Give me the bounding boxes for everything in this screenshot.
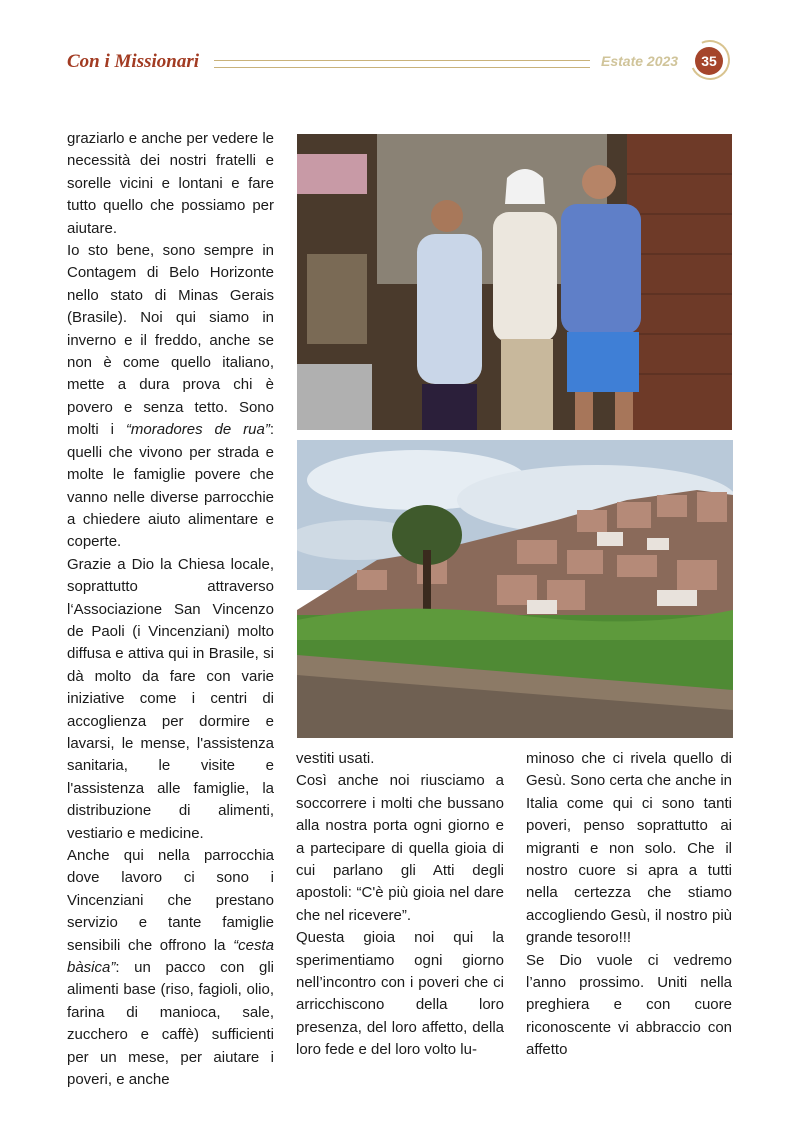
photo-three-people-in-kitchen [297, 134, 732, 430]
paragraph: Grazie a Dio la Chiesa locale, soprattutto attraverso l‘Associazione San Vincenzo de Paoli (i Vincenziani) molto diffusa e attiva qui in Brasile, si dà molto da fare con varie iniziative come i centri di accoglienza per dormire e lavarsi, le mense, l'assistenza sanitaria, le visite e l'assistenza alle famiglie, la distribuzione di alimenti, vestiario e medicine. [67, 555, 274, 842]
paragraph: Se Dio vuole ci vedremo l’anno prossimo. Uniti nella preghiera e con cuore riconoscente vi abbraccio con affetto [526, 951, 732, 1059]
article-column-2 [296, 748, 504, 1062]
paragraph: Io sto bene, sono sempre in Contagem di Belo Horizonte nello stato di Minas Gerais (Brasile). Noi qui siamo in inverno e il freddo, anche se non è come quello italiano, mette a dura prova chi è povero e senza tetto. Sono molti i “moradores de rua”: quelli che vivono per strada e molte le famiglie povere che vanno nelle diverse parrocchie a chiedere aiuto alimentare e coperte. [67, 242, 275, 551]
paragraph: graziarlo e anche per vedere le necessità dei nostri fratelli e sorelle vicini e lontani e fare tutto quello che possiamo per aiutare. [67, 130, 274, 237]
article-column-1 [67, 128, 274, 1091]
header-divider [214, 60, 590, 68]
article-column-3 [526, 748, 732, 1062]
page-number: 35 [695, 47, 723, 75]
page-number-badge [690, 40, 732, 82]
paragraph: Così anche noi riusciamo a soccorrere i molti che bussano alla nostra porta ogni giorno e a partecipare di quella gioia di cui parlano gli Atti degli apostoli: “C'è più gioia nel dare che nel ricevere”. [296, 772, 504, 924]
italic-quote: “moradores de rua” [125, 421, 270, 439]
paragraph: vestiti usati. [296, 750, 375, 767]
issue-label: Estate 2023 [601, 53, 679, 69]
paragraph: Anche qui nella parrocchia dove lavoro ci sono i Vincenziani che prestano servizio e tante famiglie sensibili che offrono la “cesta bàsica”: un pacco con gli alimenti base (riso, fagioli, olio, farina di manioca, sale, zucchero e caffè) sufficienti per un mese, per aiutare i poveri, e anche [67, 847, 274, 1089]
italic-quote: “cesta bàsica” [67, 936, 274, 977]
photo-hillside-favela [297, 440, 733, 738]
paragraph: Questa gioia noi qui la sperimentiamo ogni giorno nell’incontro con i poveri che ci arricchiscono della loro presenza, del loro affetto, della loro fede e del loro volto lu- [296, 929, 504, 1059]
paragraph: minoso che ci rivela quello di Gesù. Sono certa che anche in Italia come qui ci sono tanti poveri, penso soprattutto ai migranti e non solo. Che il nostro cuore si apra a tutti nella certezza che stiamo accogliendo Gesù, il nostro più grande tesoro!!! [526, 750, 732, 947]
magazine-title: Con i Missionari [67, 51, 199, 72]
